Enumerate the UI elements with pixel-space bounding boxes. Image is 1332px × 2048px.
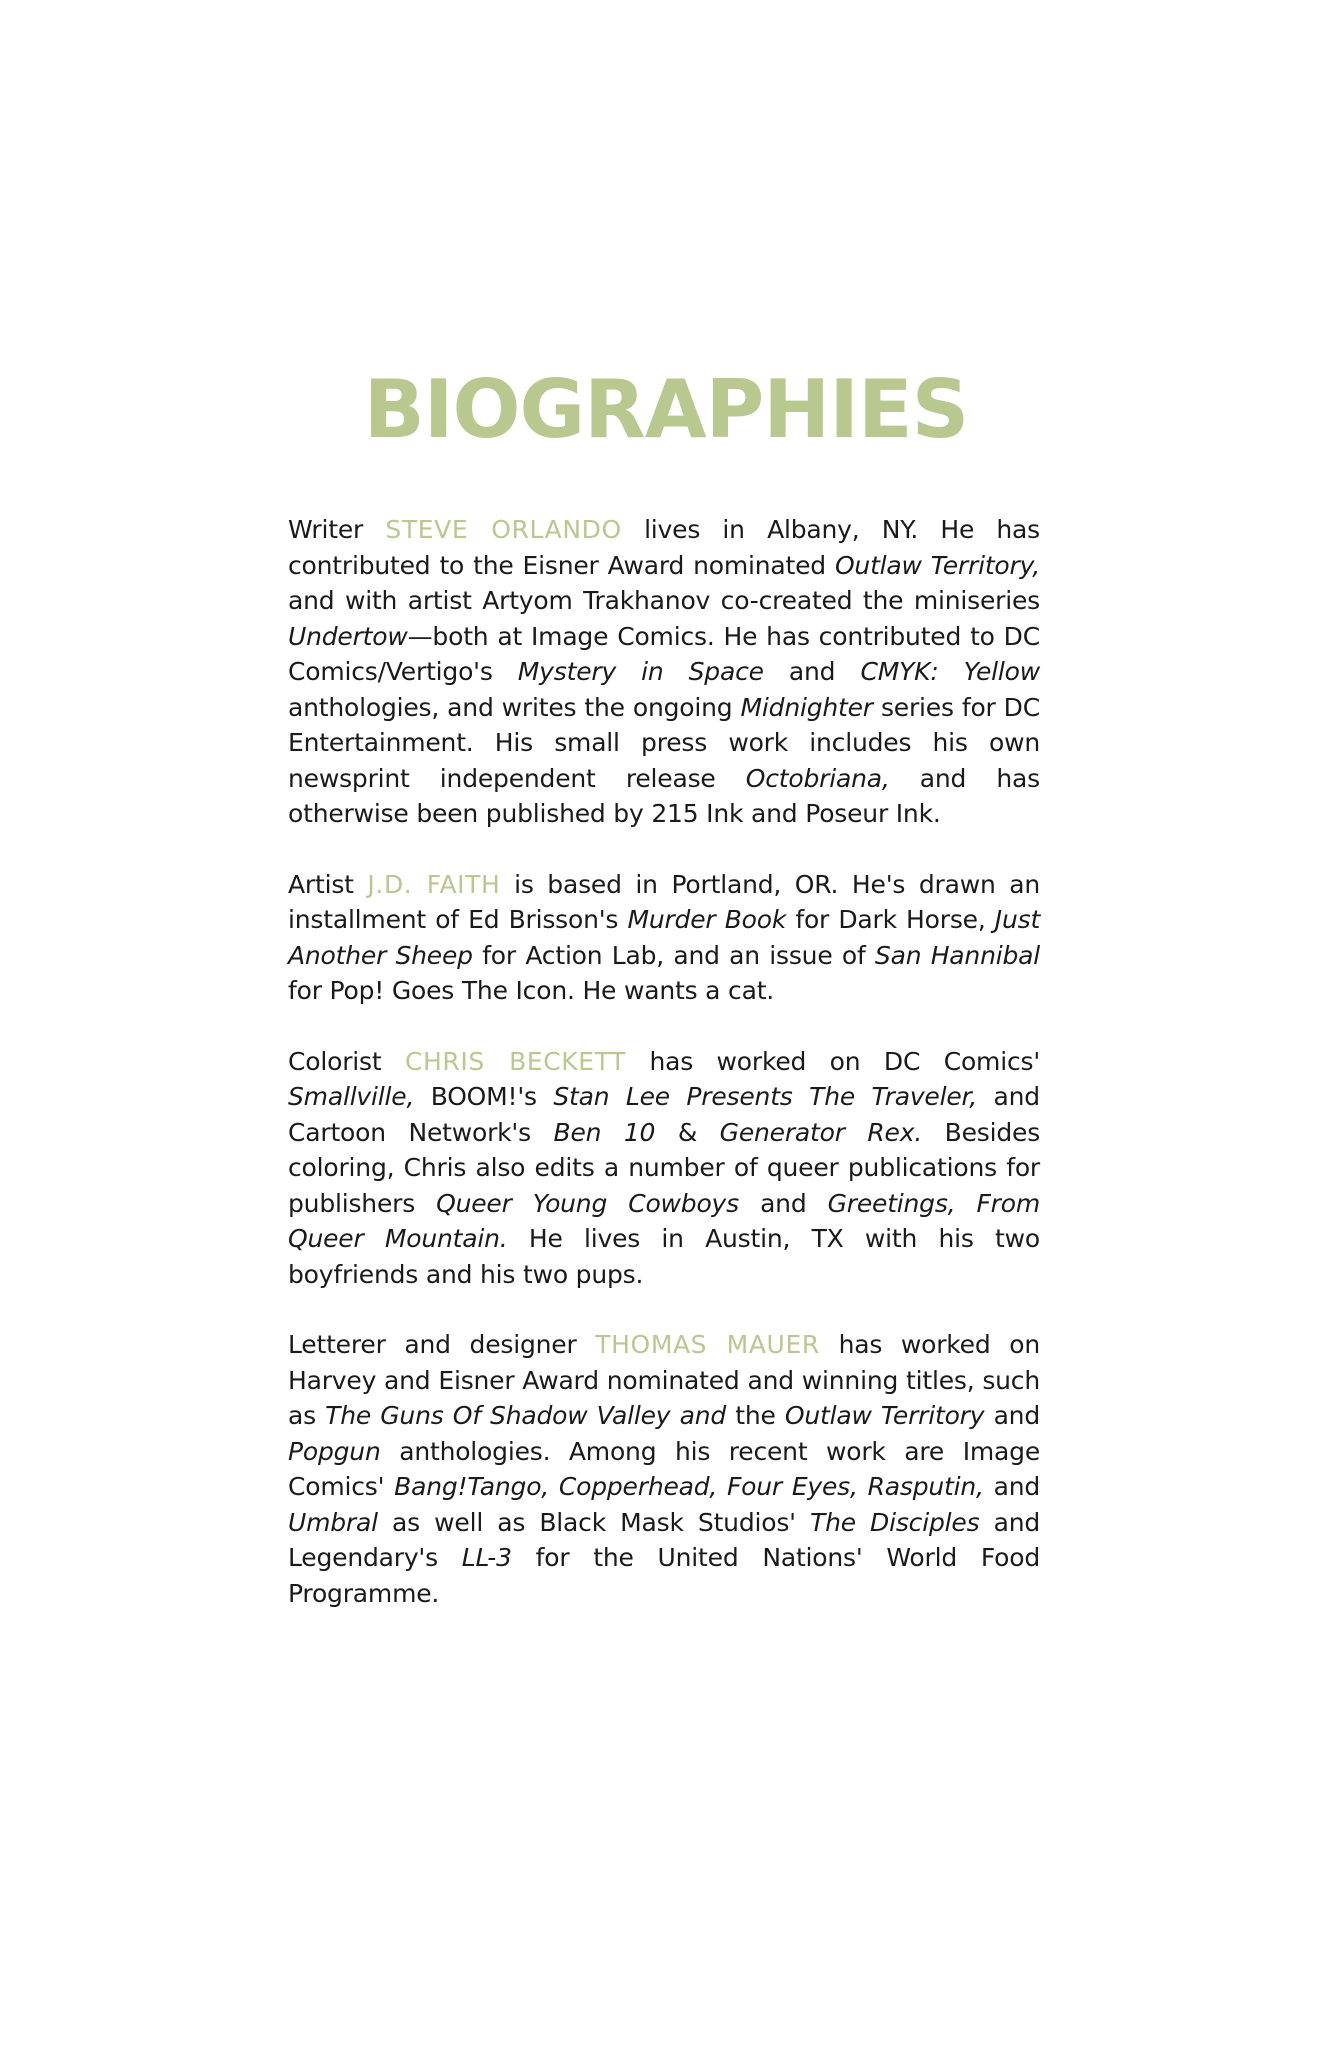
bio-text: BOOM!'s (430, 1082, 537, 1111)
work-title: Generator Rex. (719, 1117, 923, 1147)
work-title: CMYK: Yellow (860, 657, 1041, 686)
bio-text: as well as Black Mask Studios' (392, 1507, 796, 1537)
bio-role: Artist (288, 869, 354, 899)
work-title: Murder Book (627, 905, 787, 934)
work-title: Midnighter (740, 692, 873, 722)
page-title: BIOGRAPHIES (363, 363, 969, 456)
bio-text: and (993, 1472, 1041, 1501)
bio-chris-beckett (288, 1044, 1040, 1293)
work-title: San Hannibal (874, 940, 1040, 970)
work-title: Umbral (288, 1507, 378, 1537)
bio-jd-faith (288, 867, 1040, 1009)
bio-name: CHRIS BECKETT (404, 1046, 626, 1076)
bio-text: & (677, 1117, 698, 1147)
work-title: Queer Young Cowboys (436, 1188, 739, 1218)
work-title: Bang!Tango, Copperhead, Four Eyes, Rasputin, (394, 1472, 984, 1501)
work-title: LL-3 (461, 1543, 512, 1572)
bio-text: for Action Lab, and an issue of (482, 940, 866, 970)
bio-text: He lives in Austin, TX with his two boyfriends and his two pups. (288, 1224, 1040, 1289)
bio-text: for Pop! Goes The Icon. He wants a cat. (288, 976, 775, 1005)
work-title: Undertow (288, 621, 408, 651)
work-title: Greetings, From Queer Mountain. (288, 1188, 1041, 1253)
work-title: Outlaw Territory (784, 1401, 985, 1430)
work-title: Octobriana, (745, 763, 890, 793)
bio-text: —both at Image Comics. He has contributed to DC Comics/Vertigo's (288, 621, 1040, 686)
bio-thomas-mauer (288, 1327, 1040, 1611)
bio-text: and (788, 657, 836, 686)
work-title: Popgun (288, 1436, 381, 1466)
bio-role: Colorist (288, 1046, 382, 1076)
biographies-section (288, 512, 1040, 1646)
work-title: Stan Lee Presents The Traveler, (553, 1082, 978, 1111)
bio-text: lives in Albany, NY. He has contributed to the Eisner Award nominated (288, 515, 1040, 580)
bio-text: series for DC Entertainment. His small press work includes his own newsprint independent release (288, 692, 1040, 793)
bio-text: anthologies, and writes the ongoing (288, 692, 733, 722)
bio-text: for the United Nations' World Food Programme. (288, 1543, 1040, 1608)
bio-text: the (735, 1401, 776, 1430)
bio-text: has worked on Harvey and Eisner Award nominated and winning titles, such as (288, 1330, 1041, 1430)
bio-text: and (760, 1188, 807, 1218)
work-title: Outlaw Territory, (834, 550, 1041, 580)
bio-text: is based in Portland, OR. He's drawn an installment of Ed Brisson's (288, 869, 1041, 934)
bio-name: J.D. FAITH (367, 869, 501, 899)
bio-name: STEVE ORLANDO (385, 515, 622, 544)
bio-role: Letterer and designer (288, 1330, 577, 1359)
work-title: Smallville, (288, 1082, 415, 1111)
bio-name: THOMAS MAUER (595, 1330, 820, 1359)
bio-text: and Legendary's (288, 1507, 1041, 1572)
bio-text: and (993, 1401, 1040, 1430)
bio-text: anthologies. Among his recent work are Image Comics' (288, 1436, 1040, 1501)
work-title: Mystery in Space (517, 657, 764, 686)
work-title: Ben 10 (553, 1117, 656, 1147)
bio-text: and with artist Artyom Trakhanov co-created the miniseries (288, 586, 1040, 615)
bio-text: and has otherwise been published by 215 Ink and Poseur Ink. (288, 763, 1040, 828)
work-title: Just Another Sheep (288, 905, 1041, 970)
bio-role: Writer (288, 515, 364, 544)
work-title: The Disciples (810, 1507, 980, 1537)
bio-text: for Dark Horse, (795, 905, 986, 934)
bio-text: and Cartoon Network's (288, 1082, 1040, 1147)
work-title: The Guns Of Shadow Valley and (325, 1401, 727, 1430)
bio-text: has worked on DC Comics' (649, 1046, 1040, 1076)
bio-text: Besides coloring, Chris also edits a number of queer publications for publishers (288, 1117, 1041, 1218)
bio-steve-orlando (288, 512, 1040, 832)
